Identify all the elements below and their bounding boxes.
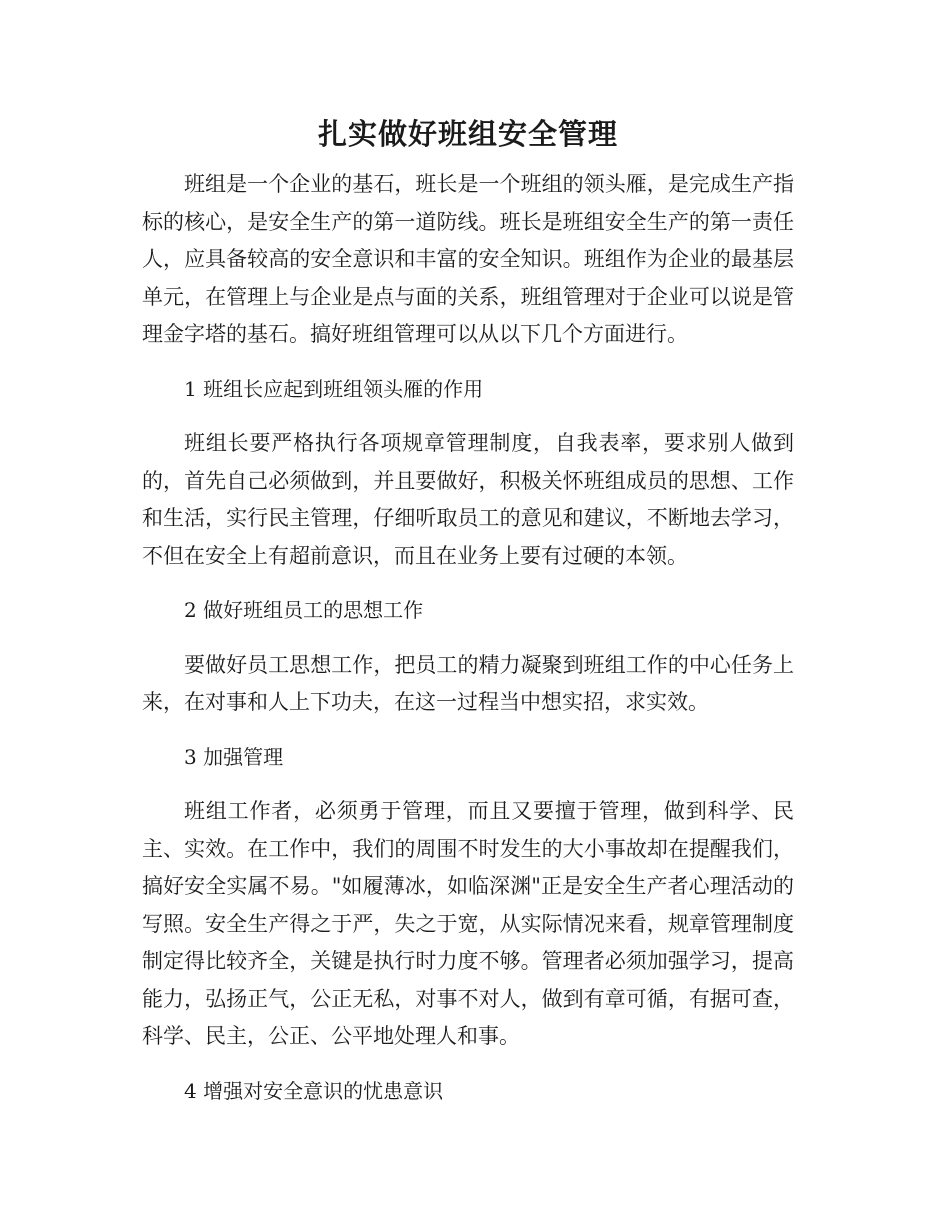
document-title: 扎实做好班组安全管理 — [317, 117, 618, 151]
paragraph-section-1: 班组长要严格执行各项规章管理制度，自我表率，要求别人做到的，首先自己必须做到，并且要做好，积极关怀班组成员的思想、工作和生活，实行民主管理，仔细听取员工的意见和建议，不断地去学习，不但在安全上有超前意识，而且在业务上要有过硬的本领。 — [142, 431, 794, 568]
section-heading-3: 3 加强管理 — [184, 744, 284, 769]
paragraph-section-2: 要做好员工思想工作，把员工的精力凝聚到班组工作的中心任务上来，在对事和人上下功夫，在这一过程当中想实招，求实效。 — [142, 652, 794, 714]
section-heading-4: 4 增强对安全意识的忧患意识 — [184, 1078, 444, 1103]
paragraph-section-3: 班组工作者，必须勇于管理，而且又要擅于管理，做到科学、民主、实效。在工作中，我们的周围不时发生的大小事故却在提醒我们，搞好安全实属不易。"如履薄冰，如临深渊"正是安全生产者心理活动的写照。安全生产得之于严，失之于宽，从实际情况来看，规章管理制度制定得比较齐全，关键是执行时力度不够。管理者必须加强学习，提高能力，弘扬正气，公正无私，对事不对人，做到有章可循，有据可查，科学、民主，公正、公平地处理人和事。 — [142, 799, 794, 1048]
section-heading-1: 1 班组长应起到班组领头雁的作用 — [184, 376, 484, 401]
document-body — [142, 112, 794, 1127]
section-heading-2: 2 做好班组员工的思想工作 — [184, 598, 424, 622]
paragraph-intro: 班组是一个企业的基石，班长是一个班组的领头雁，是完成生产指标的核心，是安全生产的第一道防线。班长是班组安全生产的第一责任人，应具备较高的安全意识和丰富的安全知识。班组作为企业的最基层单元，在管理上与企业是点与面的关系，班组管理对于企业可以说是管理金字塔的基石。搞好班组管理可以从以下几个方面进行。 — [142, 172, 794, 346]
